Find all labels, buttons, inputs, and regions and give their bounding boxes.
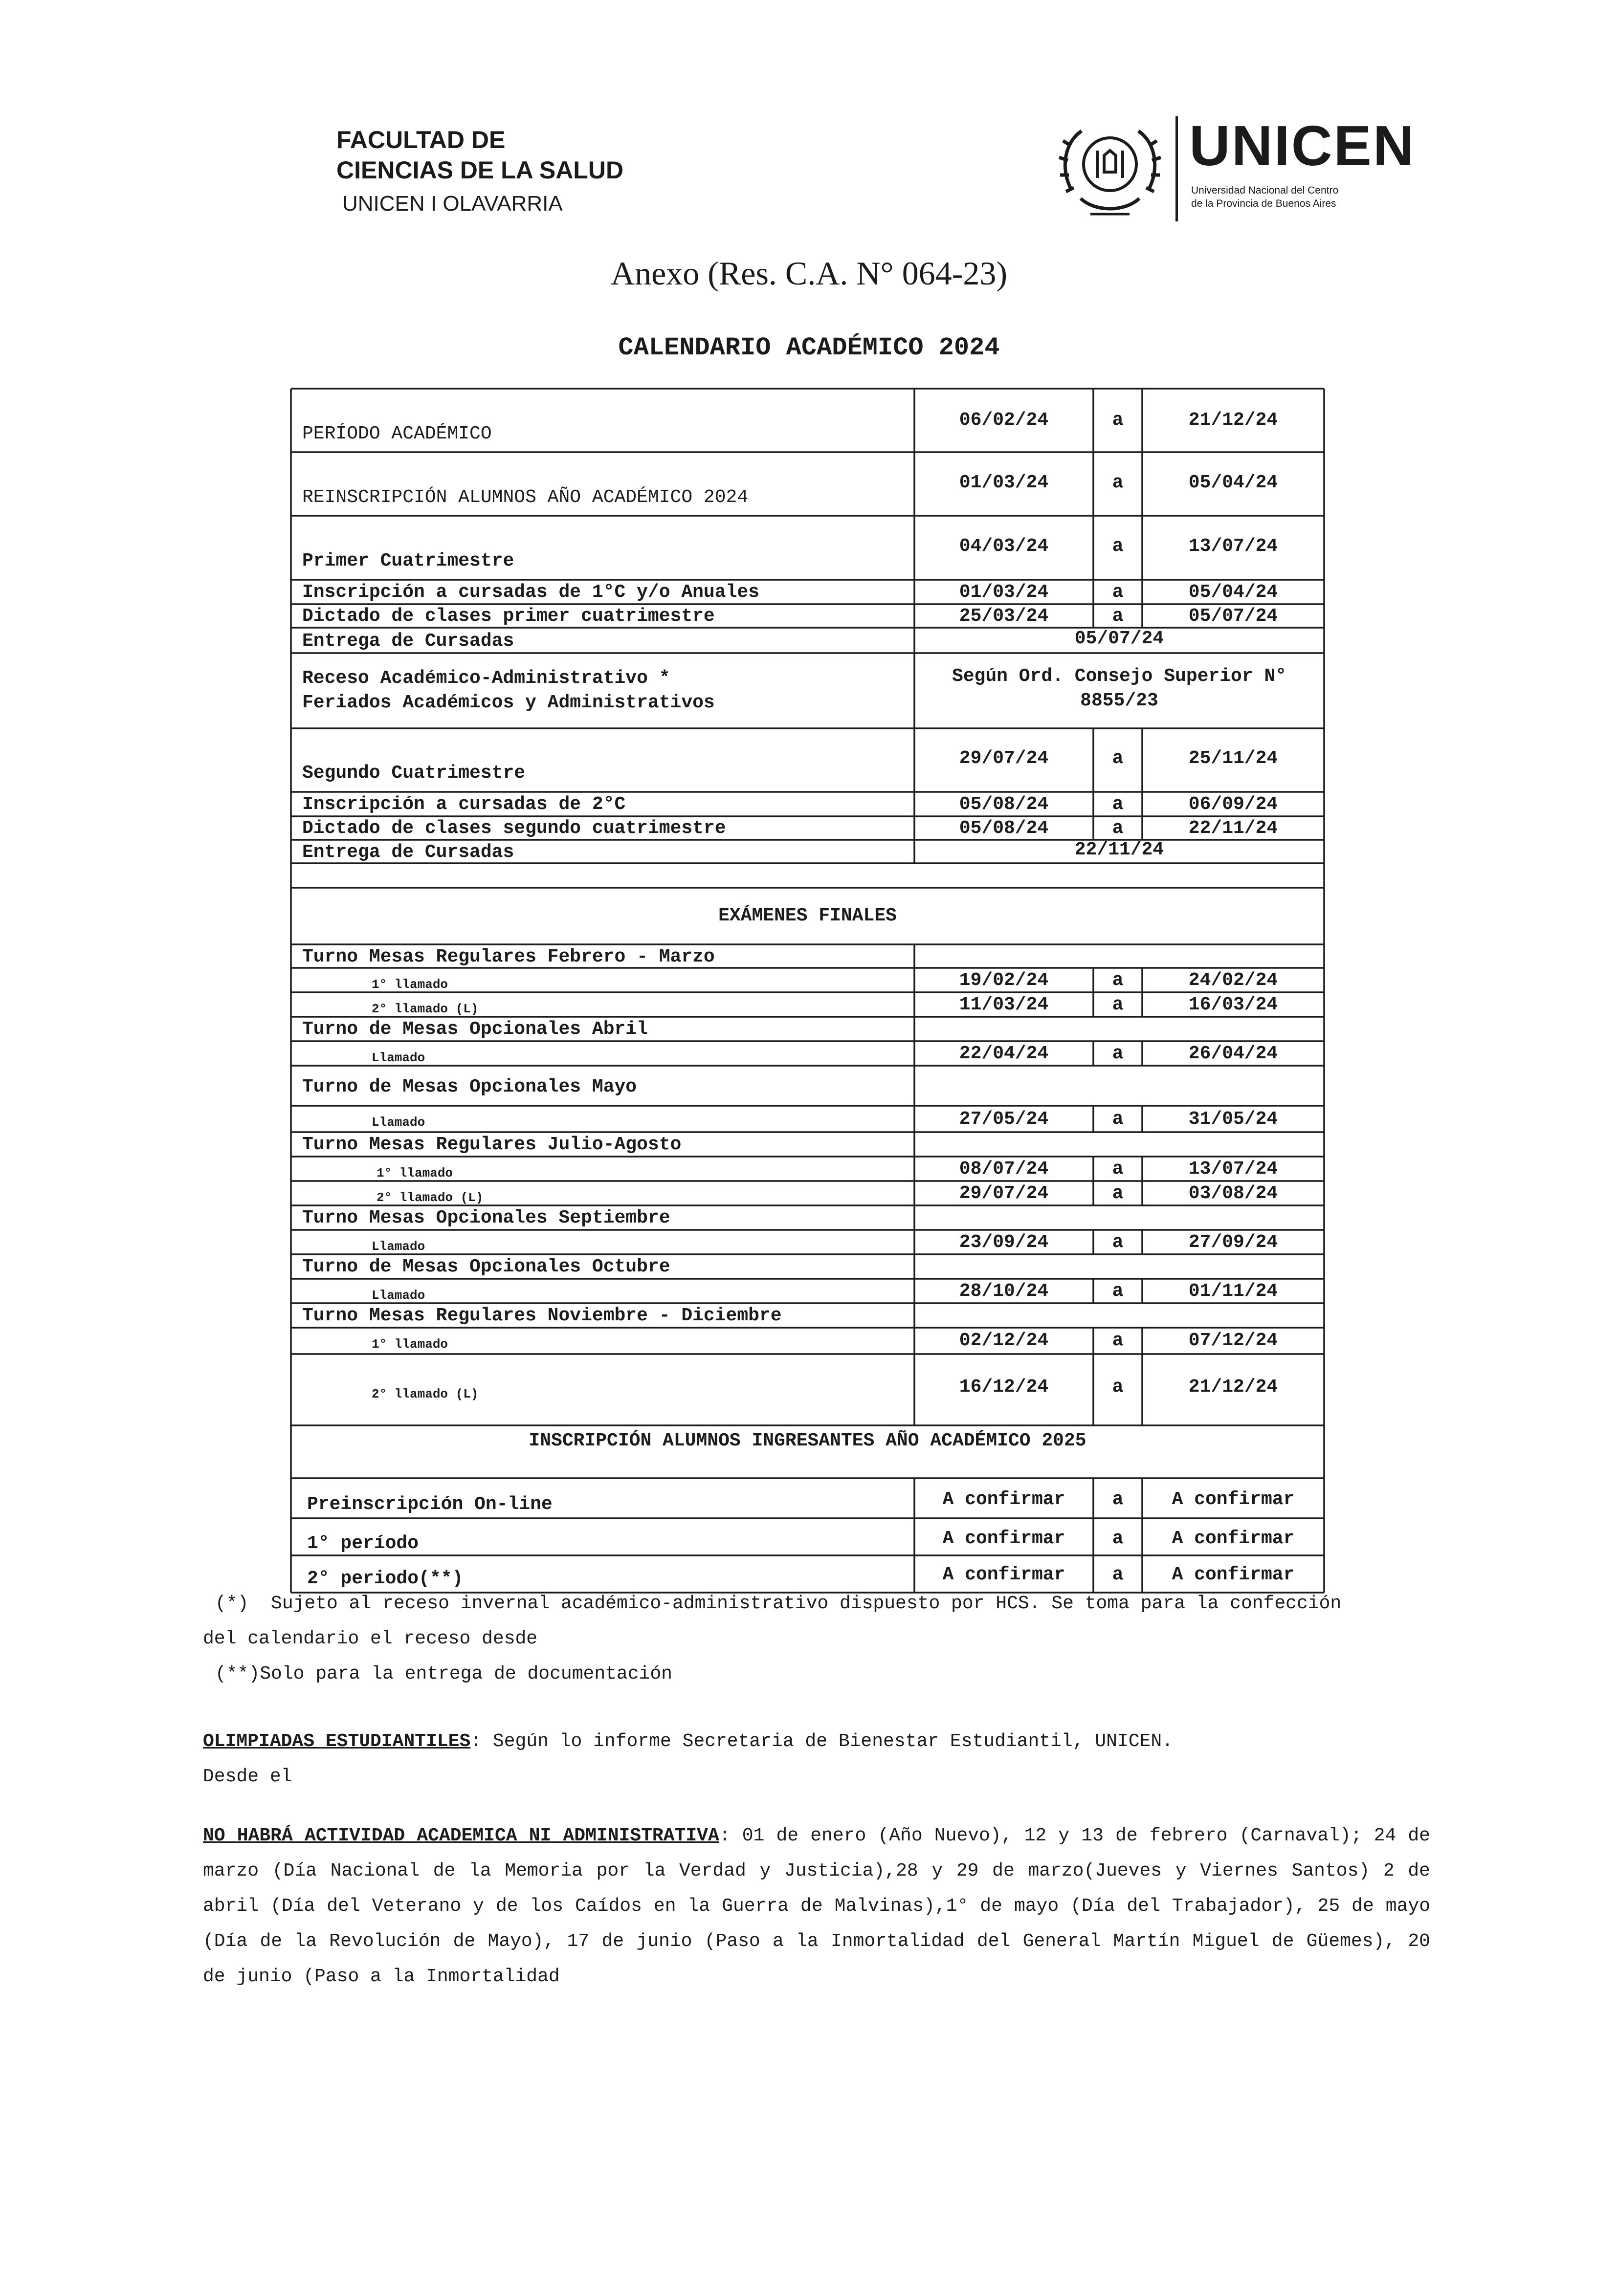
exam-sep-from: 23/09/24 [959,1232,1049,1253]
row-c1-a: a [1112,536,1124,557]
row-c2-insc-label: Inscripción a cursadas de 2°C [302,794,626,815]
exam-sep-a: a [1112,1232,1124,1253]
ing-p2-a: a [1112,1564,1124,1585]
row-c2-entrega-date: 22/11/24 [1074,839,1164,860]
faculty-name [336,125,623,185]
row-c1-dict-label: Dictado de clases primer cuatrimestre [302,606,715,627]
exam-jul-l2-to: 03/08/24 [1188,1183,1278,1204]
exam-nov-l1-from: 02/12/24 [959,1330,1049,1351]
olimpiadas-continued: Desde el [203,1766,292,1787]
row-reinsc-a: a [1112,472,1124,493]
exam-feb-l1-from: 19/02/24 [959,970,1049,991]
note-1-mark: (*) [215,1593,249,1614]
row-c2-insc-to: 06/09/24 [1188,794,1278,815]
exam-nov-l2-from: 16/12/24 [959,1377,1049,1398]
exam-abr-from: 22/04/24 [959,1043,1049,1064]
exam-nov-l2-to: 21/12/24 [1188,1377,1278,1398]
row-c1-insc-from: 01/03/24 [959,582,1049,603]
faculty-line-2: CIENCIAS DE LA SALUD [336,156,624,184]
row-c1-dict-to: 05/07/24 [1188,606,1278,627]
exam-abr-to: 26/04/24 [1188,1043,1278,1064]
exam-abr-a: a [1112,1043,1124,1064]
exam-may-from: 27/05/24 [959,1109,1049,1130]
note-1 [215,1587,1341,1621]
note-2: (**)Solo para la entrega de documentación [215,1663,672,1684]
faculty-line-3: UNICEN I OLAVARRIA [342,192,563,216]
exam-oct-to: 01/11/24 [1188,1281,1278,1302]
exam-feb-l2-a: a [1112,994,1124,1015]
row-c2-a: a [1112,748,1124,769]
olimpiadas-text: : Según lo informe Secretaria de Bienestar Estudiantil, UNICEN. [470,1731,1173,1752]
exam-feb-l1-to: 24/02/24 [1188,970,1278,991]
exam-jul-l2-a: a [1112,1183,1124,1204]
logo-subtitle [1191,184,1426,210]
no-activity-text: : 01 de enero (Año Nuevo), 12 y 13 de febrero (Carnaval); 24 de marzo (Día Nacional de la Memoria por la Verdad y Justicia),28 y 29 de marzo(Jueves y Viernes Santos) 2 de abril (Día del Veterano y de los Caídos en la Guerra de Malvinas),1° de mayo (Día del Trabajador), 25 de mayo (Día de la Revolución de Mayo), 17 de junio (Paso a la Inmortalidad del General Martín Miguel de Güemes), 20 de junio (Paso a la Inmortalidad [203,1825,1430,1987]
row-reinsc-label: REINSCRIPCIÓN ALUMNOS AÑO ACADÉMICO 2024 [302,487,749,508]
row-c2-dict-to: 22/11/24 [1188,818,1278,839]
row-c1-from: 04/03/24 [959,536,1049,557]
row-c1-label: Primer Cuatrimestre [302,550,514,571]
olimpiadas-label: OLIMPIADAS ESTUDIANTILES [203,1731,471,1752]
exam-sep-l: Llamado [372,1239,425,1254]
ing-p2-from: A confirmar [942,1564,1065,1585]
row-c2-insc-a: a [1112,794,1124,815]
row-reinsc-from: 01/03/24 [959,472,1049,493]
ing-p1-label: 1° período [307,1533,419,1554]
ing-pre-label: Preinscripción On-line [307,1494,553,1515]
row-reinsc-to: 05/04/24 [1188,472,1278,493]
row-receso-value-1: Según Ord. Consejo Superior N° [952,666,1287,687]
row-c2-dict-label: Dictado de clases segundo cuatrimestre [302,818,726,839]
exam-jul-l2: 2° llamado (L) [377,1190,484,1205]
row-c2-dict-from: 05/08/24 [959,818,1049,839]
row-receso-label-2: Feriados Académicos y Administrativos [302,692,715,713]
exam-sep-label: Turno Mesas Opcionales Septiembre [302,1207,670,1228]
logo-subtitle-line-2: de la Provincia de Buenos Aires [1191,198,1336,209]
row-c1-to: 13/07/24 [1188,536,1278,557]
exam-feb-l2-to: 16/03/24 [1188,994,1278,1015]
exam-feb-l1-a: a [1112,970,1124,991]
exam-jul-l2-from: 29/07/24 [959,1183,1049,1204]
ing-pre-from: A confirmar [942,1489,1065,1510]
row-c1-dict-a: a [1112,606,1124,627]
ing-p1-to: A confirmar [1172,1528,1295,1549]
ing-pre-a: a [1112,1489,1124,1510]
exam-feb-label: Turno Mesas Regulares Febrero - Marzo [302,946,715,967]
note-1-text: Sujeto al receso invernal académico-administrativo dispuesto por HCS. Se toma para la confección [271,1593,1342,1614]
row-c2-insc-from: 05/08/24 [959,794,1049,815]
exam-nov-label: Turno Mesas Regulares Noviembre - Diciembre [302,1305,782,1326]
exam-abr-l: Llamado [372,1050,425,1065]
row-receso-label-1: Receso Académico-Administrativo * [302,668,670,689]
university-emblem-icon [1051,116,1169,224]
exam-jul-l1-from: 08/07/24 [959,1159,1049,1180]
calendar-title: CALENDARIO ACADÉMICO 2024 [618,333,1000,362]
exam-oct-from: 28/10/24 [959,1281,1049,1302]
exam-jul-l1: 1° llamado [377,1166,453,1181]
exam-abr-label: Turno de Mesas Opcionales Abril [302,1019,648,1040]
row-receso-value-2: 8855/23 [1080,690,1158,711]
exam-jul-l1-to: 13/07/24 [1188,1159,1278,1180]
exam-oct-label: Turno de Mesas Opcionales Octubre [302,1256,670,1277]
ing-p2-to: A confirmar [1172,1564,1295,1585]
exam-oct-a: a [1112,1281,1124,1302]
ing-p1-from: A confirmar [942,1528,1065,1549]
logo-subtitle-line-1: Universidad Nacional del Centro [1191,185,1339,196]
exam-jul-label: Turno Mesas Regulares Julio-Agosto [302,1134,682,1155]
row-periodo-from: 06/02/24 [959,410,1049,431]
exam-may-to: 31/05/24 [1188,1109,1278,1130]
row-c2-dict-a: a [1112,818,1124,839]
exam-nov-l1-to: 07/12/24 [1188,1330,1278,1351]
ing-p1-a: a [1112,1528,1124,1549]
row-c1-insc-a: a [1112,582,1124,603]
row-c2-to: 25/11/24 [1188,748,1278,769]
row-periodo-a: a [1112,410,1124,431]
row-periodo-to: 21/12/24 [1188,410,1278,431]
exam-feb-l2-from: 11/03/24 [959,994,1049,1015]
no-activity-label: NO HABRÁ ACTIVIDAD ACADEMICA NI ADMINISTRATIVA [203,1825,719,1846]
row-c2-from: 29/07/24 [959,748,1049,769]
olimpiadas-note [203,1725,1173,1759]
exam-nov-l2-a: a [1112,1377,1124,1398]
row-periodo-label: PERÍODO ACADÉMICO [302,423,492,444]
row-c2-label: Segundo Cuatrimestre [302,763,526,784]
exam-sep-to: 27/09/24 [1188,1232,1278,1253]
row-c1-entrega-date: 05/07/24 [1074,628,1164,649]
ing-p2-label: 2° periodo(**) [307,1568,464,1589]
exam-may-a: a [1112,1109,1124,1130]
no-activity-paragraph [203,1818,1430,1994]
ing-pre-to: A confirmar [1172,1489,1295,1510]
exam-oct-l: Llamado [372,1288,425,1303]
row-c1-insc-label: Inscripción a cursadas de 1°C y/o Anuales [302,582,759,603]
ingresantes-title: INSCRIPCIÓN ALUMNOS INGRESANTES AÑO ACADÉMICO 2025 [529,1430,1086,1451]
unicen-logo [1051,116,1423,224]
exams-title: EXÁMENES FINALES [718,905,897,926]
row-c1-entrega-label: Entrega de Cursadas [302,631,514,652]
annex-heading: Anexo (Res. C.A. N° 064-23) [611,255,1007,292]
logo-title: UNICEN [1189,114,1416,177]
note-1-continued: del calendario el receso desde [203,1628,538,1649]
row-c2-entrega-label: Entrega de Cursadas [302,842,514,863]
faculty-line-1: FACULTAD DE [336,126,506,153]
exam-may-l: Llamado [372,1115,425,1130]
row-c1-dict-from: 25/03/24 [959,606,1049,627]
row-c1-insc-to: 05/04/24 [1188,582,1278,603]
exam-nov-l1: 1° llamado [372,1337,448,1352]
exam-may-label: Turno de Mesas Opcionales Mayo [302,1076,637,1097]
logo-divider [1175,116,1178,221]
exam-nov-l1-a: a [1112,1330,1124,1351]
exam-jul-l1-a: a [1112,1159,1124,1180]
exam-nov-l2: 2° llamado (L) [372,1387,479,1401]
exam-feb-l1: 1° llamado [372,977,448,992]
exam-feb-l2: 2° llamado (L) [372,1002,479,1016]
